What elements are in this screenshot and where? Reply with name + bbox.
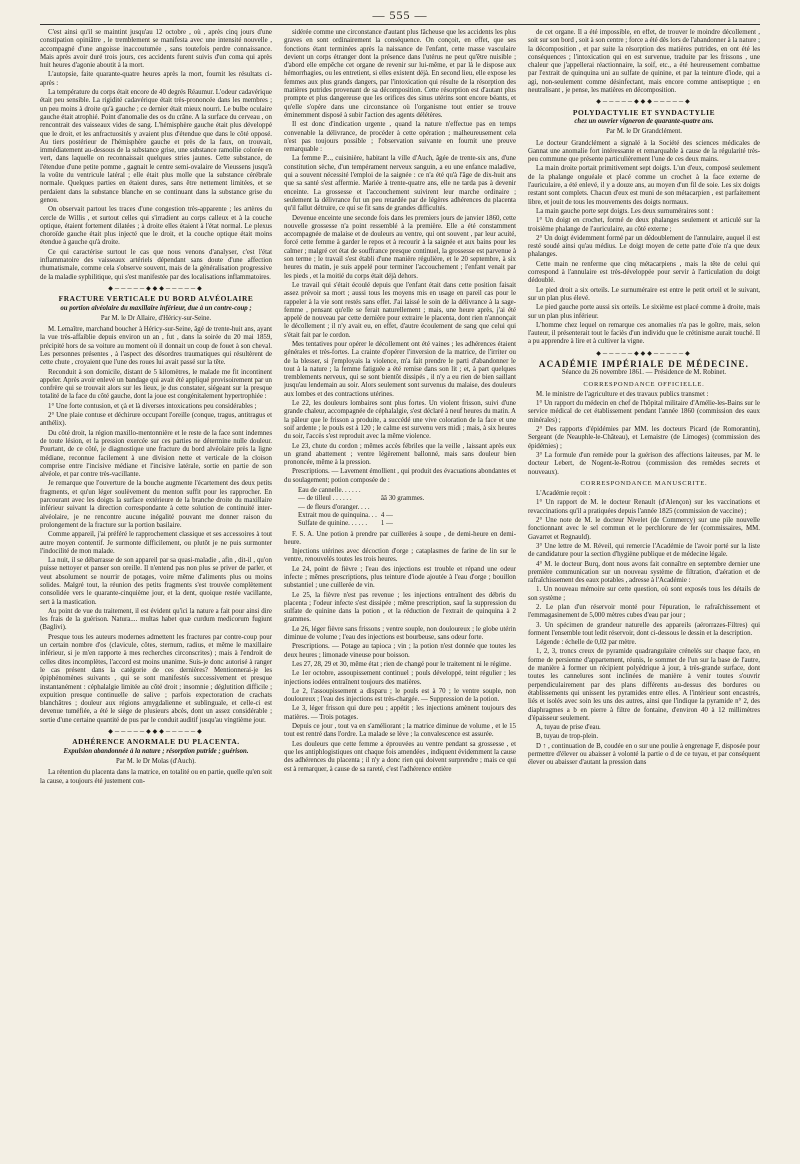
article-title: ADHÉRENCE ANORMALE DU PLACENTA.: [72, 737, 240, 747]
paragraph: 2. Le plan d'un réservoir monté pour l'épuration, le rafraîchissement et l'emmagasinement de 5,000 mètres cubes d'eau par jour ;: [528, 604, 760, 620]
paragraph: 1° Une forte contusion, et çà et là diverses intoxications peu considérables ;: [48, 402, 257, 410]
article-subtitle: Expulsion abandonnée à la nature ; résorption putride ; guérison.: [63, 747, 249, 755]
article-title: POLYDACTYLIE ET SYNDACTYLIE: [572, 107, 716, 117]
prescription-table: [296, 487, 516, 528]
subsection-title: CORRESPONDANCE MANUSCRITE.: [580, 479, 708, 487]
rx-dose: 4 —: [380, 511, 393, 519]
paragraph: L'homme chez lequel on remarque ces anomalies n'a pas le goître, mais, selon l'auteur, il présenterait tout le faciès d'un individu que le crétinisme aurait touché. Il a pu apprendre à lire et à cultiver la vigne.: [528, 321, 760, 346]
paragraph: 1° Un rapport du médecin en chef de l'hôpital militaire d'Amélie-les-Bains sur le service médical de cet établissement pendant l'année 1860 (commission des eaux minérales) ;: [528, 400, 760, 424]
header-rule: [40, 24, 760, 25]
paragraph: Le 22, les douleurs lombaires sont plus fortes. Un violent frisson, suivi d'une grande chaleur, accompagnée de céphalalgie, s'est déclaré à neuf heures du matin. A la pâleur que le frisson a produite, a succédé une vive coloration de la face et une soif ardente ; le pouls est à 120 ; le calme est survenu vers midi ; mais, à six heures du soir, l'accès s'est reproduit avec la même violence.: [284, 400, 516, 441]
paragraph: 3° La formule d'un remède pour la guérison des affections laiteuses, par M. le docteur Lebert, de Nogent-le-Rotrou (commission des remèdes secrets et nouveaux).: [528, 451, 760, 476]
paragraph: Depuis ce jour , tout va en s'améliorant ; la matrice diminue de volume , et le 15 tout est rentré dans l'ordre. La malade se lève ; la convalescence est assurée.: [284, 723, 516, 739]
ornament-divider: ◆─────◆◆◆─────◆: [596, 350, 692, 357]
paragraph: sidérée comme une circonstance d'autant plus fâcheuse que les accidents les plus graves en sont ordinairement la conséquence. On conçoit, en effet, que ses fonctions étant terminées après la naissance de l'enfant, cette masse vasculaire devient un corps étranger dont la présence dans l'utérus ne peut qu'être nuisible ; d'abord elle empêche cet organe de revenir sur lui-même, et par là le dispose aux hémorrhagies, ou les entretient, si elles existent déjà. En second lieu, elle expose les femmes aux plus grands dangers, par l'intoxication qui résulte de la résorption des matières putrides provenant de sa décomposition. Cette résorption est d'autant plus prompte et plus dangereuse que les orifices des sinus utérins sont encore béants, et qu'elle s'opère dans une circonstance où l'organisme tout entier se trouve éminemment disposé à subir l'action des agents délétères.: [284, 29, 516, 119]
paragraph: 2° Une note de M. le docteur Nivelet (de Commercy) sur une pile nouvelle fonctionnant avec le sel commun et le perchlorure de fer (commissaires, MM. Gavarret et Regnauld).: [528, 517, 760, 541]
paragraph: D ↑ , continuation de B, coudée en o sur une poulie à engrenage F, disposée pour permettre d'élever ou abaisser à volonté la partie o d de ce tuyau, et par conséquent élever ou abaisser d'autant la pression dans: [528, 742, 760, 767]
column-3: [528, 29, 760, 1149]
paragraph: Le 2, l'assoupissement a disparu ; le pouls est à 70 ; le ventre souple, non douloureux ; l'eau des injections est très-chargée. — Suppression de la potion.: [284, 687, 516, 704]
rx-item: — de fleurs d'oranger. . . .: [298, 503, 370, 511]
paragraph: 1° Un doigt en crochet, formé de deux phalanges seulement et articulé sur la troisième phalange de l'auriculaire, au côté externe ;: [528, 217, 760, 233]
page-number: — 555 —: [372, 8, 428, 22]
article-byline: Par M. le Dr Grandclément.: [606, 128, 682, 136]
paragraph: Les 27, 28, 29 et 30, même état ; rien de changé pour le traitement ni le régime.: [292, 660, 512, 668]
columns: [40, 29, 760, 1149]
section-title: ACADÉMIE IMPÉRIALE DE MÉDECINE.: [538, 358, 750, 369]
paragraph: Le travail qui s'était écoulé depuis que l'enfant était dans cette position faisait assez prévoir sa mort ; aussi tous les moyens mis en usage en pareil cas pour le rappeler à la vie sont restés sans effet. J'ai laissé le soin de la délivrance à la sage-femme , pensant qu'elle se ferait naturellement ; mais, une heure après, j'ai été appelé de nouveau par cette dernière pour extraire le placenta, dont rien n'annonçait le décollement ; il n'y avait eu, en effet, d'autre écoulement de sang que celui qui s'était fait par le cordon.: [284, 281, 516, 339]
paragraph: Injections utérines avec décoction d'orge ; cataplasmes de farine de lin sur le ventre, renouvelés toutes les trois heures.: [284, 548, 516, 564]
paragraph: Je remarque que l'ouverture de la bouche augmente l'écartement des deux petits fragments, et qu'un léger soulèvement du menton suffit pour les rapprocher. En parcourant avec les doigts la surface extérieure de la branche droite du maxillaire inférieur suivant la direction correspondante à cette solution de continuité inter-alvéolaire, je ne rencontre aucune inégalité pouvant me donner raison du prolongement de la fracture sur la portion basilaire.: [40, 480, 272, 529]
paragraph: La nuit, il se débarrasse de son appareil par sa quasi-maladie , afin , dit-il , qu'on puisse nettoyer et panser son oreille. Il n'entend pas non plus se priver de parler, et veut absolument se nourrir de potages, voire même d'aliments plus ou moins solides. Malgré tout, la réunion des petits fragments s'est trouvée complètement consolidée vers le quarante-cinquième jour, et la dent, quoique restée vacillante, sert à la mastication.: [40, 557, 272, 606]
paragraph: M. le ministre de l'agriculture et des travaux publics transmet :: [536, 390, 709, 398]
paragraph: Le docteur Grandclément a signalé à la Société des sciences médicales de Gannat une anomalie fort intéressante et remarquable à cause de la régularité très-peu commune que présente particulièrement l'une de ces deux mains.: [528, 139, 760, 164]
paragraph: 2° Un doigt évidemment formé par un dédoublement de l'annulaire, auquel il est resté soudé ainsi qu'au médius. Le doigt moyen de cette patte d'oie n'a que deux phalanges.: [528, 234, 760, 259]
paragraph: 1° Un rapport de M. le docteur Renault (d'Alençon) sur les vaccinations et revaccinations qu'il a pratiquées depuis l'année 1825 (commission de vaccine) ;: [528, 499, 760, 515]
article-byline: Par M. le Dr Allaire, d'Héricy-sur-Seine.: [100, 314, 212, 322]
paragraph: Le 25, la fièvre n'est pas revenue ; les injections entraînent des débris du placenta ; l'odeur infecte s'est dissipée ; même prescription, sauf la suppression du sulfate de quinine dans la potion , et la réduction de l'extrait de quinquina à 2 grammes.: [284, 591, 516, 624]
paragraph: Reconduit à son domicile, distant de 5 kilomètres, le malade me fit incontinent appeler. Après avoir enlevé un bandage qui avait été appliqué provisoirement par un confrère qui se trouvait alors sur les lieux, je dus constater, siégeant sur la presque totalité de la face du côté gauche, dont la joue est congénitalement hypertrophiée :: [40, 368, 272, 401]
paragraph: Cette main ne renferme que cinq métacarpiens , mais la tête de celui qui correspond à l'annulaire est très-développée pour servir à l'articulation du doigt dédoublé.: [528, 260, 760, 285]
paragraph: 3° Une lettre de M. Réveil, qui remercie l'Académie de l'avoir porté sur la liste de candidature pour la section d'hygiène publique et de médecine légale.: [528, 542, 760, 559]
paragraph: 4° M. le docteur Burq, dont nous avons fait connaître en septembre dernier une première communication sur un nouveau système de filtration, d'aération et de rafraîchissement des eaux potables , adresse à l'Académie :: [528, 560, 760, 585]
subsection-title: CORRESPONDANCE OFFICIELLE.: [583, 380, 705, 388]
paragraph: La main gauche porte sept doigts. Les deux surnuméraires sont :: [536, 207, 714, 215]
paragraph: La température du corps était encore de 40 degrés Réaumur. L'odeur cadavérique était peu sensible. La rigidité cadavérique était très-prononcée dans les membres ; un peu moins à droite qu'à gauche ; ce dernier était mieux nourri. Le bulbe oculaire gauche était atrophié. Point d'anomalie des os du crâne. A la surface du cerveau , on rencontrait des vaisseaux vides de sang. L'hémisphère gauche était plus développé que le droit, et les anfractuosités y avaient plus d'étendue que dans le côté opposé. Au tiers postérieur de l'hémisphère gauche et près de la faux, on trouvait, immédiatement au-dessous de la substance grise, une substance ramollie colorée en vert, dans laquelle on reconnaissait quelques stries jaunes. Cette substance, de l'étendue d'une petite pomme , gagnait le centre semi-ovalaire de Vieussens jusqu'à la voûte du ventricule latéral ; elle était plus molle que la substance cérébrale normale. Quelques parties en étaient dures, sans être nettement limitées, et se perdaient dans la substance blanche en se continuant dans la substance grise du genou.: [40, 89, 272, 204]
paragraph: B, tuyau de trop-plein.: [536, 733, 599, 741]
paragraph: Le pied gauche porte aussi six orteils. Le sixième est placé comme à droite, mais sur un plan plus inférieur.: [528, 304, 760, 320]
column-1: [40, 29, 272, 1149]
paragraph: A, tuyau de prise d'eau.: [536, 724, 601, 732]
ornament-divider: ◆─────◆◆◆─────◆: [596, 99, 692, 106]
paragraph: Prescriptions. — Potage au tapioca ; vin ; la potion n'est donnée que toutes les deux heures ; limonade vineuse pour boisson.: [284, 643, 516, 659]
paragraph: 1, 2, 3, troncs creux de pyramide quadrangulaire crénelés sur chaque face, en forme de persienne d'appartement, réunis, le sommet de l'un sur la base de l'autre, de manière à former un récipient polyédrique à jour, à très-grande surface, dont toutes les cannelures sont inclinées de manière à venir toutes s'ouvrir perpendiculairement par des plans différents au-dessus des bordures ou établissements qui unissent les pyramides entre elles. A l'intérieur sont encastrés, liés et isolés avec soin les uns des autres, ainsi que l'indique la pyramide n° 2, des diaphragmes a b en pierre à filtre de fontaine, d'environ 40 à 12 millimètres d'épaisseur seulement.: [528, 648, 760, 722]
paragraph: La rétention du placenta dans la matrice, en totalité ou en partie, quelle qu'en soit la cause, a toujours été justement con-: [40, 769, 272, 785]
paragraph: La femme P..., cuisinière, habitant la ville d'Auch, âgée de trente-six ans, d'une constitution sèche, d'un tempérament nerveux sanguin, a eu une enfance maladive, qui a souvent nécessité l'emploi de la saignée : ce n'a été qu'à l'âge de dix-huit ans que sa santé s'est affermie. Mariée à trente-quatre ans, elle ne tarda pas à devenir enceinte. La grossesse et l'accouchement suivirent leur marche ordinaire ; seulement la délivrance fut un peu retardée par de légères adhérences du placenta qu'il fallut détruire, ce qui se fit sans de grandes difficultés.: [284, 155, 516, 213]
article-byline: Par M. le Dr Molas (d'Auch).: [116, 757, 196, 765]
ornament-divider: ◆─────◆◆◆─────◆: [108, 729, 204, 736]
paragraph: Il est donc d'indication urgente , quand la nature n'effectue pas en temps convenable la délivrance, de procéder à cette opération ; malheureusement cela n'est pas toujours possible ; l'observation suivante en fournit une preuve remarquable :: [284, 121, 516, 154]
paragraph: Le 3, léger frisson qui dure peu ; appétit ; les injections amènent toujours des matières. — Trois potages.: [284, 705, 516, 721]
paragraph: Le 24, point de fièvre ; l'eau des injections est trouble et répand une odeur infecte ; mêmes prescriptions, plus teinture d'iode ajoutée à l'eau d'orge ; bouillon substantiel ; une cuillerée de vin.: [284, 565, 516, 590]
paragraph: 3. Un spécimen de grandeur naturelle des appareils (aérorrazes-Filtres) qui forment l'ensemble tout ledit réservoir, dont ci-dessous le dessin et la description.: [528, 621, 760, 637]
paragraph: C'est ainsi qu'il se maintint jusqu'au 12 octobre , où , après cinq jours d'une constipation opiniâtre , le tremblement se manifesta avec une intensité nouvelle , accompagné d'une angoisse inaccoutumée , sans toutefois perdre connaissance. Mais après avoir duré trois jours, ces accidents furent suivis d'un coma qui après huit heures d'agonie aboutit à la mort.: [40, 29, 272, 70]
article-subtitle: chez un ouvrier vigneron de quarante-quatre ans.: [574, 117, 714, 125]
paragraph: de cet organe. Il a été impossible, en effet, de trouver le moindre décollement , soit sur son bord , soit à son centre ; force a été dès lors de l'abandonner à la nature ; la décomposition , et par suite la résorption des matières putrides, en ont été les conséquences ; l'intoxication qui en est survenue, traduite par les frissons , une chaleur que j'appellerai réactionnaire, la soif, etc., a été heureusement combattue par l'extrait de quinquina uni au sulfate de quinine, et par la teinture d'iode, qui a agi, non-seulement comme désinfectant, mais encore comme antiseptique ; en neutralisant , je pense, les matières en décomposition.: [528, 29, 760, 95]
paragraph: F. S. A. Une potion à prendre par cuillerées à soupe , de demi-heure en demi-heure.: [284, 530, 516, 546]
paragraph: Ce qui caractérise surtout le cas que nous venons d'analyser, c'est l'état inflammatoire des vaisseaux artériels dépendant sans doute d'une affection rhumatismale, comme cela s'observe souvent, mais de la généralisation progressive de la maladie syphilitique, qui s'est manifestée par des localisations inflammatoires.: [40, 248, 272, 281]
rx-dose: 1 —: [380, 520, 393, 528]
paragraph: 1. Un nouveau mémoire sur cette question, où sont exposés tous les détails de son système ;: [528, 586, 760, 602]
paragraph: La main droite portait primitivement sept doigts. L'un d'eux, composé seulement de la phalange onguéale et placé comme un crochet à la face externe de l'auriculaire, a été enlevé, il y a douze ans, au moyen d'un fil de soie. Les six doigts restant sont complets. Chacun d'eux est muni de son métacarpien , est parfaitement libre, et jouit de tous les mouvements des doigts normaux.: [528, 165, 760, 206]
paragraph: L'autopsie, faite quarante-quatre heures après la mort, fournit les résultats ci-après :: [40, 71, 272, 87]
rx-item: Sulfate de quinine. . . . . .: [298, 520, 368, 528]
rx-dose: ãã 30 grammes.: [380, 495, 425, 503]
paragraph: Mes tentatives pour opérer le décollement ont été vaines ; les adhérences étaient générales et très-fortes. La crainte d'opérer l'inversion de la matrice, de l'irriter ou de la blesser, si j'employais la violence, m'a fait prendre le parti d'abandonner le tout à la nature ; la femme fatiguée a été remise dans son lit ; et, à part quelques tremblements nerveux, qui se sont bientôt dissipés , il n'y a eu rien de bien saillant jusqu'au lendemain au soir. Alors seulement sont survenus du malaise, des douleurs aux lombes et des contractions utérines.: [284, 340, 516, 398]
paragraph: Presque tous les auteurs modernes admettent les fractures par contre-coup pour un certain nombre d'os (clavicule, côtes, sternum, radius, et même le maxillaire inférieur, si je m'en rapporte à mes recherches circonscrites) ; mais à l'endroit de celles dites incomplètes, l'accord est moins unanime. Suis-je donc autorisé à ranger le cas présent dans la catégorie de ces dernières? Mentionnerai-je les épiphénomènes suivants , qui se sont manifestés successivement et presque instantanément : céphalalgie limitée au côté droit ; insomnie ; déglutition difficile ; expuition presque continuelle de salive ; parfois expectoration de crachats blanchâtres ; douleur aux régions amygdalienne et sublinguale, et celle-ci est devenue tuméfiée, a été le siège de plusieurs abcès, dont un assez considérable ; sortie d'une certaine quantité de pus par le conduit auditif jusqu'au vingtième jour.: [40, 633, 272, 724]
paragraph: Le 23, chute du cordon ; mêmes accès fébriles que la veille , laissant après eux un grand abattement ; ventre légèrement ballonné, mais sans douleur bien prononcée, même à la pression.: [284, 442, 516, 467]
article-title: FRACTURE VERTICALE DU BORD ALVÉOLAIRE: [58, 294, 254, 304]
paragraph: 2° Une plaie contuse et déchirure occupant l'oreille (conque, tragus, antitragus et anthélix).: [40, 412, 272, 428]
paragraph: Devenue enceinte une seconde fois dans les premiers jours de janvier 1860, cette nouvelle grossesse n'a point ressemblé à la première. Elle a été constamment accompagnée de malaise et de douleurs au ventre, qui ont souvent , par leur acuité, forcé cette femme à garder le repos et à recourir à la saignée et aux bains pour les calmer ; malgré cet état de souffrance presque continuel, la grossesse est parvenue à son terme ; le travail s'est établi d'une manière régulière, et le 20 septembre, à six heures du matin, je suis appelé pour terminer l'accouchement ; l'enfant venait par les pieds , et la moitié du corps était déjà dehors.: [284, 214, 516, 280]
ornament-divider: ◆─────◆◆◆─────◆: [108, 285, 204, 292]
paragraph: Comme appareil, j'ai préféré le rapprochement classique et ses accessoires à tout autre moyen contentif. Je surmonte difficilement, ou plutôt je ne puis surmonter l'indocilité de mon malade.: [40, 531, 272, 555]
paragraph: Le pied droit a six orteils. Le surnuméraire est entre le petit orteil et le suivant, sur un plan plus élevé.: [528, 286, 760, 302]
paragraph: Les douleurs que cette femme a éprouvées au ventre pendant sa grossesse , et que les antiphlogistiques ont chaque fois amendées , indiquent évidemment la cause des adhérences du placenta ; il n'y a donc rien qui doivent surprendre ; mais ce qui est à remarquer, à cause de sa rareté, c'est l'adhérence entière: [284, 740, 516, 773]
rx-item: Eau de cannelle. . . . . .: [298, 487, 361, 495]
paragraph: Au point de vue du traitement, il est évident qu'ici la nature a fait pour ainsi dire les frais de la guérison. Natura.... multas habet quæ curdum medicorum fugiunt (Baglivi).: [40, 607, 272, 632]
column-2: [284, 29, 516, 1149]
article-subtitle: ou portion alvéolaire du maxillaire inférieur, due à un contre-coup ;: [60, 304, 252, 312]
paragraph: Du côté droit, la région maxillo-mentonnière et le reste de la face sont indemnes de toute lésion, et la pression exercée sur ces parties ne détermine nulle douleur. Pourtant, de ce côté, je diagnostique une fracture du bord alvéolaire près la ligne médiane, reconnue facilement à une division nette et verticale de la cloison comprise entre l'incisive médiane et l'incisive latérale, sortie en partie de son alvéole, et par contre très-vacillante.: [40, 429, 272, 479]
paragraph: 2° Des rapports d'épidémies par MM. les docteurs Picard (de Romorantin), Sergeant (de Neauphle-le-Château), et Lemaistre (de Limoges) (commission des épidémies) ;: [528, 426, 760, 450]
rx-item: — de tilleul . . . . . .: [298, 495, 352, 503]
paragraph: Légende : échelle de 0,02 par mètre.: [536, 639, 637, 647]
paragraph: Prescriptions. — Lavement émollient , qui produit des évacuations abondantes et du soulagement; potion composée de :: [284, 468, 516, 484]
paragraph: On observait partout les traces d'une congestion très-apparente ; les artères du cercle de Willis , et surtout celles qui s'irradient au corps calleux et à la couche optique, étaient fortement dilatées ; à droite elles étaient à l'état normal. Le plexus choroïde gauche était plus injecté que le droit, et la couche optique était moins étendue à gauche qu'à droite.: [40, 206, 272, 247]
paragraph: M. Lemaître, marchand boucher à Héricy-sur-Seine, âgé de trente-huit ans, ayant la vue très-affaiblie depuis environ un an , fut , dans la soirée du 20 mai 1859, précipité hors de sa voiture au moment où il donnait un coup de fouet à son cheval. Les personnes présentes , à l'aspect des désordres traumatiques qui résultèrent de cette chute , croyaient que l'une des roues lui avait passé sur la tête.: [40, 326, 272, 367]
paragraph: L'Académie reçoit :: [536, 490, 591, 498]
rx-item: Extrait mou de quinquina. . .: [298, 511, 377, 519]
paragraph: Le 1er octobre, assoupissement continuel ; pouls développé, teint régulier ; les injections iodées entraînent toujours des matières.: [284, 670, 516, 686]
session-line: Séance du 26 novembre 1861. — Présidence de M. Robinet.: [561, 369, 727, 377]
paragraph: Le 26, léger fièvre sans frissons ; ventre souple, non douloureux ; le globe utérin diminue de volume ; l'eau des injections est bourbeuse, sans odeur forte.: [284, 625, 516, 642]
